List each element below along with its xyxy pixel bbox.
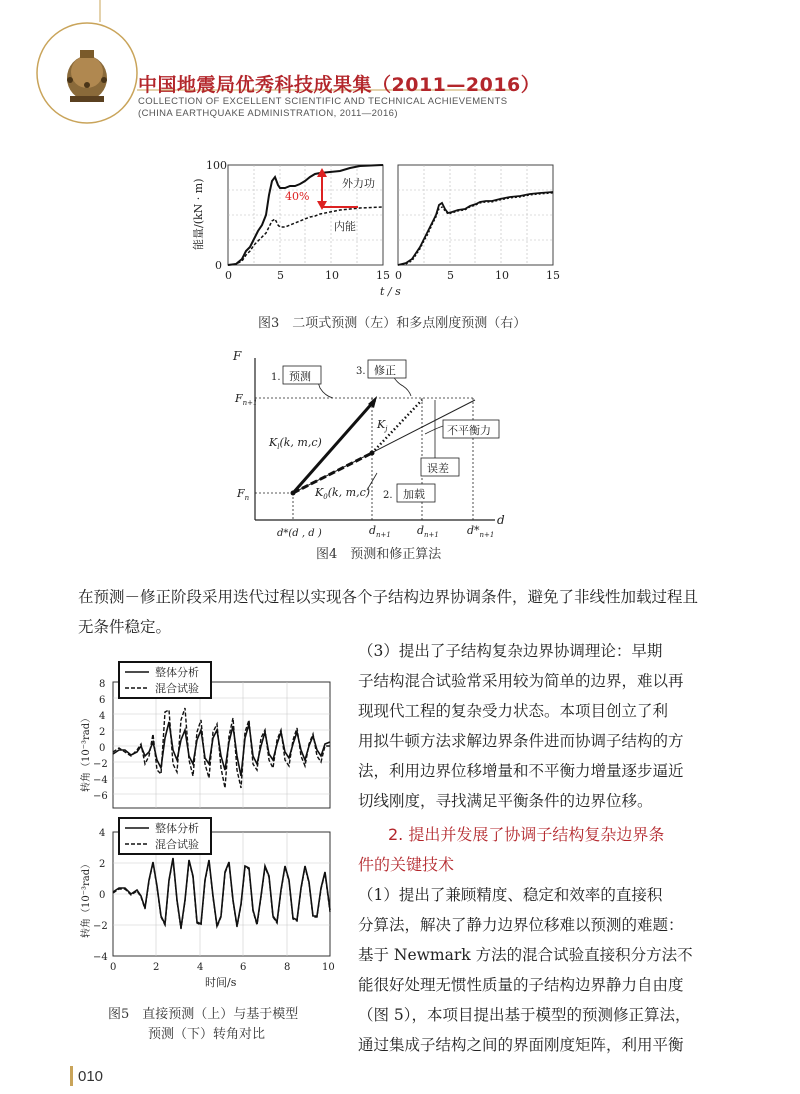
svg-text:0: 0: [99, 890, 106, 901]
fig5-xlabel: 时间/s: [205, 976, 237, 989]
svg-text:−2: −2: [93, 921, 108, 932]
fig4-kl-label: $K_l(k$, m,c): [269, 436, 322, 451]
fig3-annot-internal: 内能: [334, 220, 356, 233]
fig5-top-frame: [113, 682, 330, 808]
fig4-k0-label: $K_0(k$, m,c): [315, 486, 371, 501]
fig3-left-internal-energy-curve: [228, 207, 383, 265]
fig4-axis-f: F: [233, 349, 242, 363]
fig5-bottom-y-ticks: [93, 828, 108, 963]
fig5-top-legend-dashed: 混合试验: [155, 682, 199, 695]
fig4-caption: 图4 预测和修正算法: [316, 547, 442, 562]
para2-line: 现现代工程的复杂受力状态。本项目创立了利: [358, 702, 669, 720]
fig5-caption-line-2: 预测（下）转角对比: [148, 1027, 266, 1042]
svg-text:8: 8: [99, 679, 106, 690]
fig5-bottom-ylabel: 转角（10⁻³rad）: [81, 858, 92, 938]
svg-text:0: 0: [99, 743, 106, 754]
fig3-arrow-head-down: [317, 201, 327, 210]
section-heading-line-1: 2. 提出并发展了协调子结构复杂边界条: [388, 825, 665, 844]
fig4-f-n: $F_n$: [237, 487, 250, 502]
fig4-f-n1: $F_{n+1}$: [235, 392, 258, 407]
fig3-right-x-tick: 0: [395, 269, 402, 282]
header-title: 中国地震局优秀科技成果集（2011—2016）: [138, 74, 541, 96]
fig5-top-y-ticks: [93, 679, 108, 802]
section-heading-line-2: 件的关键技术: [358, 855, 455, 874]
fig3-y-tick-0: 0: [215, 259, 222, 272]
fig4-label-3: 3.: [356, 366, 366, 377]
fig5-caption-line-1: 图5 直接预测（上）与基于模型: [108, 1007, 299, 1022]
fig3-right-x-tick: 10: [495, 269, 509, 282]
fig4-x-label-3: $d_{n+1}$: [417, 524, 439, 538]
svg-text:2: 2: [153, 962, 160, 973]
fig3-xlabel: t / s: [380, 285, 401, 298]
fig3-right-x-tick: 5: [447, 269, 454, 282]
fig4-box-error-label: 误差: [427, 462, 449, 475]
fig3-right-energy-curve: [398, 192, 553, 265]
svg-text:−4: −4: [93, 952, 108, 963]
para3-line: （1）提出了兼顾精度、稳定和效率的直接积: [358, 886, 663, 904]
para3-line: 分算法，解决了静力边界位移难以预测的难题：: [358, 916, 684, 934]
para2-line: 子结构混合试验常采用较为简单的边界，难以再: [358, 672, 684, 690]
svg-text:2: 2: [99, 859, 106, 870]
para1-line-1: 在预测－修正阶段采用迭代过程以实现各个子结构边界协调条件，避免了非线性加载过程且: [78, 588, 699, 606]
page-number: 010: [78, 1068, 104, 1085]
fig5-top-ylabel: 转角（10⁻³rad）: [81, 712, 92, 792]
figure-5: [75, 660, 345, 1000]
fig5-bottom-legend-solid: 整体分析: [155, 822, 199, 835]
fig5-top-dashed-curve: [113, 708, 330, 788]
fig3-left-x-tick: 10: [325, 269, 339, 282]
svg-text:10: 10: [322, 962, 335, 973]
svg-text:4: 4: [197, 962, 204, 973]
svg-text:4: 4: [99, 828, 106, 839]
svg-text:−4: −4: [93, 775, 108, 786]
fig4-label-1: 1.: [271, 372, 281, 383]
para2-line: 切线刚度，寻找满足平衡条件的边界位移。: [358, 792, 653, 810]
header-subtitle-en-2: (CHINA EARTHQUAKE ADMINISTRATION, 2011—2016): [138, 108, 398, 119]
para2-line: 用拟牛顿方法求解边界条件进而协调子结构的方: [358, 732, 684, 750]
svg-text:0: 0: [110, 962, 117, 973]
fig4-box-imbalance-label: 不平衡力: [447, 424, 491, 437]
fig3-left-x-tick: 15: [376, 269, 390, 282]
fig3-annot-external: 外力功: [342, 177, 375, 190]
fig4-x-label-1: d*(d , d ): [277, 528, 322, 538]
para3-line: 基于 Newmark 方法的混合试验直接积分方法不: [358, 946, 693, 964]
fig3-y-tick-100: 100: [206, 159, 227, 172]
fig4-kj-label: $K_j$: [377, 418, 388, 433]
seismoscope-icon: [67, 50, 107, 102]
figure-3: [180, 155, 580, 300]
footer-bar: [70, 1066, 73, 1086]
svg-text:2: 2: [99, 727, 106, 738]
para3-line: 通过集成子结构之间的界面刚度矩阵，利用平衡: [358, 1036, 684, 1054]
header-subtitle-en-1: COLLECTION OF EXCELLENT SCIENTIFIC AND TECHNICAL ACHIEVEMENTS: [138, 96, 508, 107]
fig4-box-predict-label: 预测: [289, 370, 311, 383]
fig4-label-2: 2.: [383, 490, 393, 501]
fig3-annot-percent: 40%: [285, 190, 310, 203]
fig3-ylabel: 能量/(kN · m): [192, 178, 205, 250]
fig3-left-x-tick: 5: [277, 269, 284, 282]
fig4-x-label-4: $d*_{n+1}$: [467, 524, 495, 538]
figure-4: [225, 348, 525, 538]
fig3-caption: 图3 二项式预测（左）和多点刚度预测（右）: [258, 316, 527, 331]
para3-line: 能很好处理无惯性质量的子结构边界静力自由度: [358, 976, 684, 994]
fig3-right-x-tick: 15: [546, 269, 560, 282]
fig5-x-ticks: [110, 962, 335, 973]
fig4-axis-d: d: [497, 513, 505, 527]
fig4-point-n: [291, 491, 296, 496]
para2-line: 法，利用边界位移增量和不平衡力增量逐步逼近: [358, 762, 684, 780]
svg-text:−6: −6: [93, 791, 108, 802]
svg-text:6: 6: [99, 695, 106, 706]
svg-text:6: 6: [240, 962, 247, 973]
svg-text:−2: −2: [93, 759, 108, 770]
fig4-box-load-label: 加载: [403, 488, 425, 501]
para2-line: （3）提出了子结构复杂边界协调理论：早期: [358, 642, 663, 660]
fig4-x-label-2: $d_{n+1}$: [369, 524, 391, 538]
svg-text:4: 4: [99, 711, 106, 722]
fig3-left-x-tick: 0: [225, 269, 232, 282]
fig5-top-legend-solid: 整体分析: [155, 666, 199, 679]
para1-line-2: 无条件稳定。: [78, 618, 172, 636]
fig4-box-correct-label: 修正: [374, 364, 396, 377]
fig4-point-mid: [370, 451, 375, 456]
para3-line: （图 5），本项目提出基于模型的预测修正算法，: [358, 1006, 691, 1024]
svg-text:8: 8: [284, 962, 291, 973]
fig5-bottom-legend-dashed: 混合试验: [155, 838, 199, 851]
